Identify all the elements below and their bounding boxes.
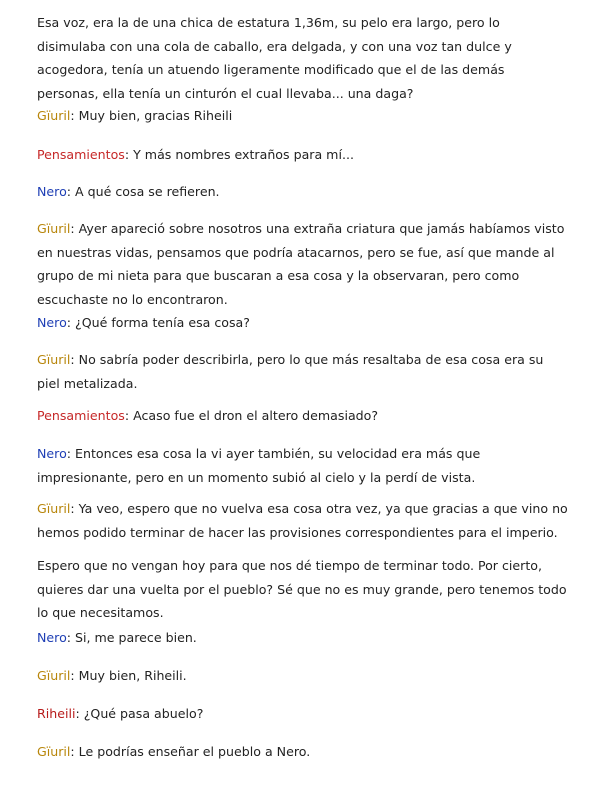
paragraph-text: Espero que no vengan hoy para que nos dé tiempo de terminar todo. Por cierto, quieres dar una vuelta por el pueblo? Sé que no es muy grande, pero tenemos todo lo que necesitamos. bbox=[37, 558, 567, 620]
paragraph-text: : Y más nombres extraños para mí... bbox=[124, 147, 354, 162]
paragraph-text: : Si, me parece bien. bbox=[66, 630, 197, 645]
speaker-name: Gïuril bbox=[37, 501, 71, 516]
paragraph-dialogue bbox=[37, 104, 597, 128]
speaker-name: Pensamientos bbox=[37, 408, 125, 423]
speaker-name: Nero bbox=[37, 630, 67, 645]
paragraph-dialogue bbox=[37, 497, 597, 544]
paragraph-text: : A qué cosa se refieren. bbox=[66, 184, 220, 199]
paragraph-dialogue bbox=[37, 143, 597, 167]
paragraph-dialogue bbox=[37, 740, 597, 764]
speaker-name: Riheili bbox=[37, 706, 76, 721]
paragraph-dialogue bbox=[37, 626, 597, 650]
paragraph-dialogue bbox=[37, 702, 597, 726]
speaker-name: Gïuril bbox=[37, 744, 71, 759]
paragraph-text: : Ya veo, espero que no vuelva esa cosa otra vez, ya que gracias a que vino no hemos podido terminar de hacer las provisiones correspondientes para el imperio. bbox=[37, 501, 568, 540]
paragraph-text: : Le podrías enseñar el pueblo a Nero. bbox=[70, 744, 311, 759]
paragraph-text: : No sabría poder describirla, pero lo que más resaltaba de esa cosa era su piel metalizada. bbox=[37, 352, 544, 391]
paragraph-dialogue bbox=[37, 664, 597, 688]
paragraph-text: : Entonces esa cosa la vi ayer también, su velocidad era más que impresionante, pero en un momento subió al cielo y la perdí de vista. bbox=[37, 446, 481, 485]
speaker-name: Gïuril bbox=[37, 352, 71, 367]
paragraph-dialogue bbox=[37, 180, 597, 204]
paragraph-dialogue bbox=[37, 217, 597, 311]
paragraph-dialogue bbox=[37, 348, 597, 395]
speaker-name: Gïuril bbox=[37, 668, 71, 683]
speaker-name: Nero bbox=[37, 184, 67, 199]
paragraph-dialogue bbox=[37, 442, 597, 489]
speaker-name: Nero bbox=[37, 315, 67, 330]
paragraph-narration-intro bbox=[37, 11, 597, 105]
paragraph-text: : Acaso fue el dron el altero demasiado? bbox=[124, 408, 379, 423]
paragraph-dialogue bbox=[37, 404, 597, 428]
paragraph-text: : Muy bien, gracias Riheili bbox=[70, 108, 233, 123]
paragraph-narration bbox=[37, 554, 597, 625]
speaker-name: Nero bbox=[37, 446, 67, 461]
paragraph-text: : ¿Qué forma tenía esa cosa? bbox=[66, 315, 250, 330]
speaker-name: Gïuril bbox=[37, 221, 71, 236]
speaker-name: Gïuril bbox=[37, 108, 71, 123]
paragraph-dialogue bbox=[37, 311, 597, 335]
speaker-name: Pensamientos bbox=[37, 147, 125, 162]
paragraph-text: : ¿Qué pasa abuelo? bbox=[75, 706, 204, 721]
paragraph-text: : Ayer apareció sobre nosotros una extraña criatura que jamás habíamos visto en nuestras vidas, pensamos que podría atacarnos, pero se fue, así que mande al grupo de mi nieta para que buscaran a esa cosa y la observaran, pero como escuchaste no lo encontraron. bbox=[37, 221, 565, 307]
paragraph-text: : Muy bien, Riheili. bbox=[70, 668, 187, 683]
paragraph-text: Esa voz, era la de una chica de estatura 1,36m, su pelo era largo, pero lo disimulaba con una cola de caballo, era delgada, y con una voz tan dulce y acogedora, tenía un atuendo ligeramente modificado que el de las demás personas, ella tenía un cinturón el cual llevaba... una daga? bbox=[37, 15, 512, 101]
